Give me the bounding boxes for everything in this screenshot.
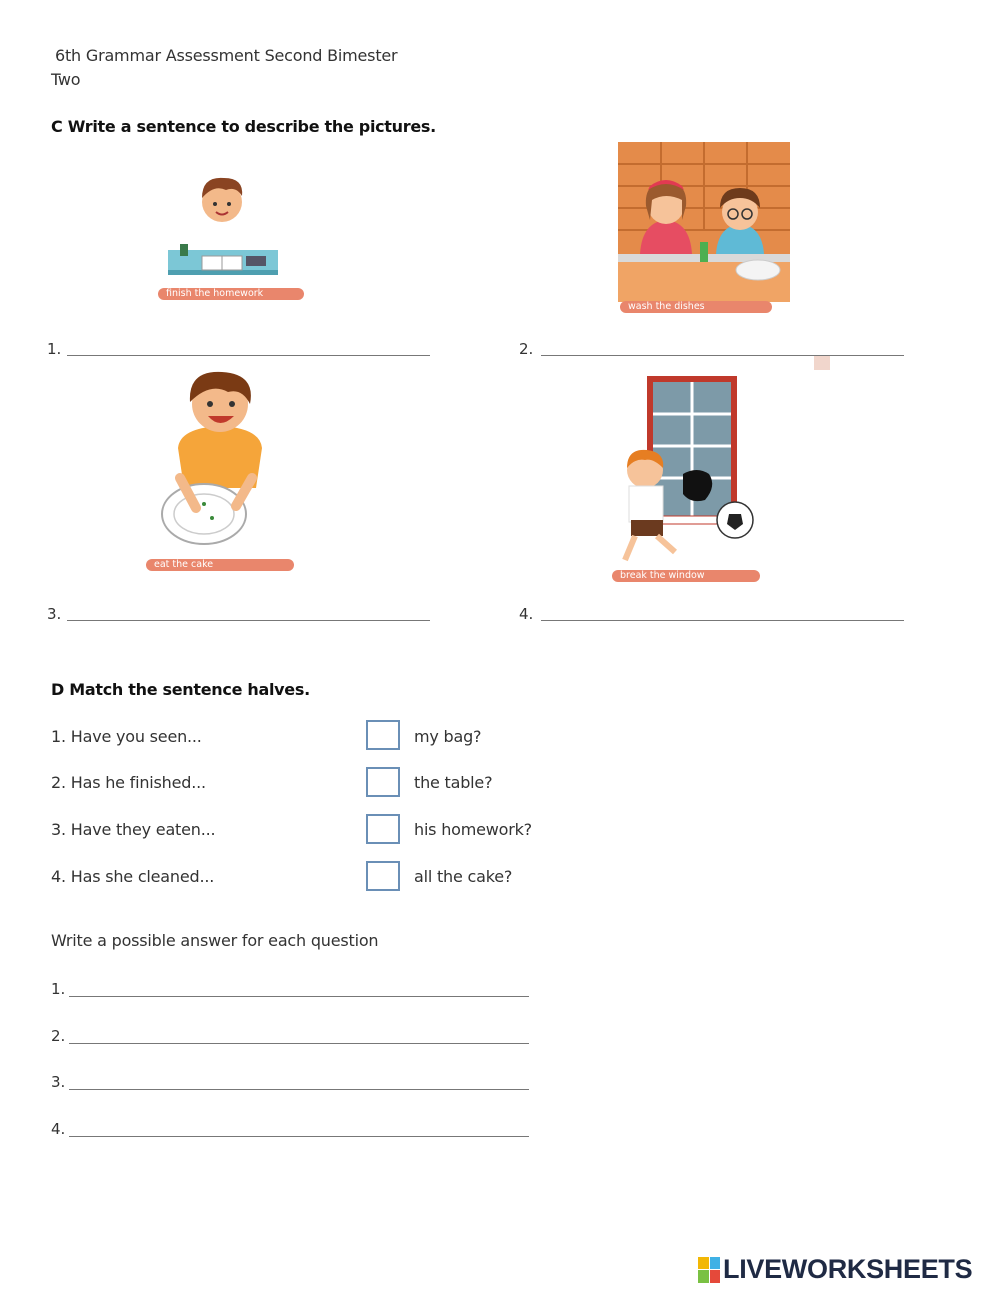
boy-eating-cake-icon (140, 368, 300, 568)
worksheet-title: 6th Grammar Assessment Second Bimester (55, 46, 398, 65)
logo-text: LIVEWORKSHEETS (723, 1254, 973, 1284)
picture-homework (140, 160, 310, 310)
picture-window (605, 374, 765, 586)
answers-heading: Write a possible answer for each question (51, 931, 379, 950)
caption-2: wash the dishes (620, 301, 772, 313)
answer-input-4[interactable] (69, 1118, 529, 1137)
match-right-1: my bag? (414, 727, 482, 746)
liveworksheets-mark-icon (698, 1257, 720, 1283)
match-left-2: 2. Has he finished... (51, 773, 206, 792)
caption-3: eat the cake (146, 559, 294, 571)
match-box-3[interactable] (366, 814, 400, 844)
match-right-4: all the cake? (414, 867, 513, 886)
liveworksheets-logo (698, 1254, 972, 1285)
caption-4: break the window (612, 570, 760, 582)
picture-answer-input-3[interactable] (67, 602, 430, 621)
picture-answer-input-4[interactable] (541, 602, 904, 621)
match-left-1: 1. Have you seen... (51, 727, 202, 746)
answer-number-2: 2. (51, 1027, 66, 1045)
answer-input-2[interactable] (69, 1025, 529, 1044)
match-left-3: 3. Have they eaten... (51, 820, 216, 839)
picture-answer-number-3: 3. (47, 605, 62, 623)
picture-answer-input-2[interactable] (541, 337, 904, 356)
match-box-2[interactable] (366, 767, 400, 797)
picture-answer-number-2: 2. (519, 340, 534, 358)
picture-dishes (618, 142, 790, 317)
match-box-4[interactable] (366, 861, 400, 891)
picture-answer-input-1[interactable] (67, 337, 430, 356)
boy-broken-window-icon (605, 374, 765, 574)
section-d-heading: D Match the sentence halves. (51, 680, 310, 699)
answer-input-3[interactable] (69, 1071, 529, 1090)
answer-number-1: 1. (51, 980, 66, 998)
answer-input-1[interactable] (69, 978, 529, 997)
section-c-heading: C Write a sentence to describe the pictures. (51, 117, 436, 136)
match-box-1[interactable] (366, 720, 400, 750)
picture-answer-number-1: 1. (47, 340, 62, 358)
picture-cake (140, 368, 300, 573)
match-right-3: his homework? (414, 820, 532, 839)
worksheet-subtitle: Two (51, 70, 81, 89)
caption-1: finish the homework (158, 288, 304, 300)
answer-number-4: 4. (51, 1120, 66, 1138)
girls-washing-dishes-icon (618, 142, 790, 302)
answer-number-3: 3. (51, 1073, 66, 1091)
picture-answer-number-4: 4. (519, 605, 534, 623)
decorative-square (814, 356, 830, 370)
match-left-4: 4. Has she cleaned... (51, 867, 215, 886)
match-right-2: the table? (414, 773, 493, 792)
